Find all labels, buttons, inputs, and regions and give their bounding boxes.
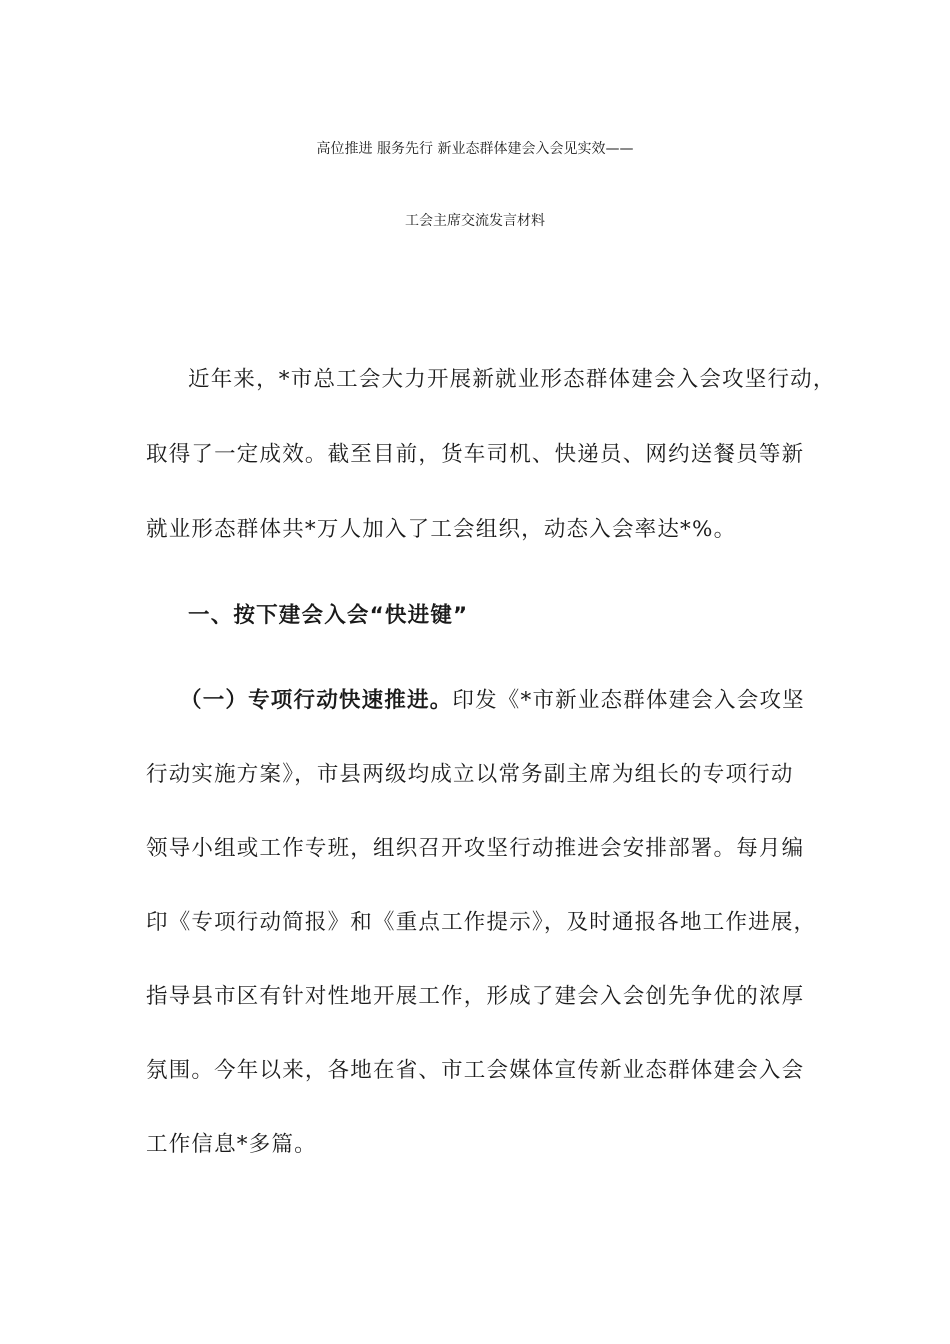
document-title-line-1: 高位推进 服务先行 新业态群体建会入会见实效—— bbox=[316, 141, 634, 157]
intro-line-3: 就业形态群体共*万人加入了工会组织，动态入会率达*%。 bbox=[146, 517, 737, 542]
intro-line-1: 近年来，*市总工会大力开展新就业形态群体建会入会攻坚行动， bbox=[188, 367, 836, 392]
subsection-1-line-6: 氛围。今年以来，各地在省、市工会媒体宣传新业态群体建会入会 bbox=[146, 1058, 805, 1083]
subsection-1-line-7: 工作信息*多篇。 bbox=[146, 1132, 317, 1157]
subsection-1-line-1 bbox=[180, 683, 840, 714]
section-1-heading: 一、按下建会入会“快进键” bbox=[188, 603, 469, 628]
subsection-1-line-5: 指导县市区有针对性地开展工作，形成了建会入会创先争优的浓厚 bbox=[146, 984, 805, 1009]
subsection-1-line-2: 行动实施方案》，市县两级均成立以常务副主席为组长的专项行动 bbox=[146, 762, 794, 787]
document-title-line-2: 工会主席交流发言材料 bbox=[405, 213, 545, 229]
subsection-1-line-1-text: 印发《*市新业态群体建会入会攻坚 bbox=[452, 688, 805, 713]
subsection-1-line-4: 印《专项行动简报》和《重点工作提示》，及时通报各地工作进展， bbox=[146, 910, 817, 935]
intro-line-2: 取得了一定成效。截至目前，货车司机、快递员、网约送餐员等新 bbox=[146, 442, 805, 467]
subsection-1-heading: （一）专项行动快速推进。 bbox=[180, 688, 453, 713]
subsection-1-line-3: 领导小组或工作专班，组织召开攻坚行动推进会安排部署。每月编 bbox=[146, 836, 805, 861]
